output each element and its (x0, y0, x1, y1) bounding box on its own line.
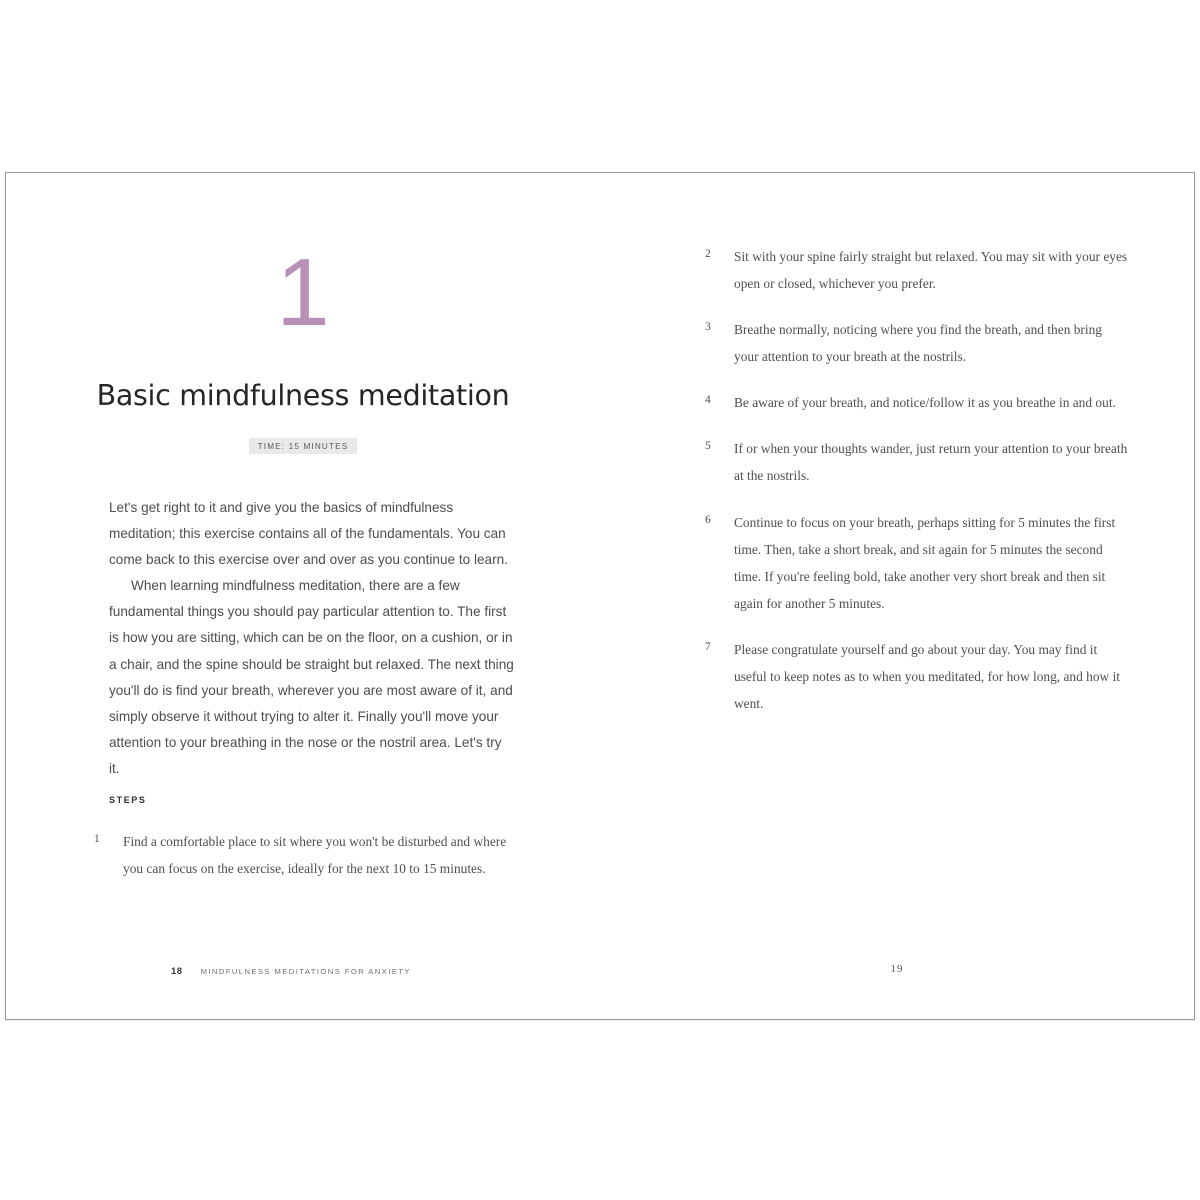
step-number: 5 (705, 440, 711, 453)
left-page (6, 173, 600, 1019)
page-number-right: 19 (890, 963, 904, 975)
right-page-footer (600, 959, 1194, 977)
step-text: Find a comfortable place to sit where you won't be disturbed and where you can focus on the exercise, ideally for the next 10 to 15 minutes. (123, 834, 507, 877)
step-item (701, 389, 1129, 416)
step-text: Continue to focus on your breath, perhaps sitting for 5 minutes the first time. Then, take a short break, and sit again for 5 minutes the second time. If you're feeling bold, take another very short break and then sit again for another 5 minutes. (734, 514, 1116, 611)
intro-text-block (109, 495, 515, 782)
steps-heading: STEPS (109, 795, 147, 805)
step-item (701, 316, 1129, 370)
time-badge: TIME: 15 MINUTES (249, 438, 358, 454)
step-item (701, 636, 1129, 717)
step-number: 1 (94, 833, 100, 845)
step-item (701, 243, 1129, 297)
step-number: 7 (705, 640, 711, 653)
step-item (701, 435, 1129, 489)
step-text: Breathe normally, noticing where you find the breath, and then bring your attention to your breath at the nostrils. (734, 322, 1103, 365)
intro-paragraph: Let's get right to it and give you the basics of mindfulness meditation; this exercise contains all of the fundamentals. You can come back to this exercise over and over as you continue to learn. (109, 500, 508, 568)
running-head: MINDFULNESS MEDITATIONS FOR ANXIETY (200, 967, 411, 976)
page-number-left: 18 (171, 966, 183, 977)
steps-list-right (701, 243, 1129, 717)
step-number: 4 (705, 394, 711, 407)
step-text: Sit with your spine fairly straight but relaxed. You may sit with your eyes open or closed, whichever you prefer. (734, 249, 1128, 292)
step-item (701, 509, 1129, 617)
time-badge-container (6, 436, 600, 454)
step-text: Please congratulate yourself and go about your day. You may find it useful to keep notes as to when you meditated, for how long, and how it went. (734, 641, 1121, 712)
right-page (600, 173, 1194, 1019)
step-text: If or when your thoughts wander, just return your attention to your breath at the nostrils. (734, 441, 1128, 484)
step-number: 6 (705, 513, 711, 526)
step-text: Be aware of your breath, and notice/follow it as you breathe in and out. (734, 395, 1116, 411)
book-spread (5, 172, 1195, 1020)
left-page-footer (171, 966, 411, 977)
page-title: Basic mindfulness meditation (96, 379, 510, 412)
step-number: 2 (705, 248, 711, 260)
chapter-number: 1 (276, 239, 330, 346)
step-item (90, 828, 518, 882)
step-number: 3 (705, 321, 711, 334)
steps-list-left (90, 828, 518, 882)
intro-paragraph: When learning mindfulness meditation, there are a few fundamental things you should pay particular attention to. The first is how you are sitting, which can be on the floor, on a cushion, or in a chair, and the spine should be straight but relaxed. The next thing you'll do is find your breath, wherever you are most aware of it, and simply observe it without trying to alter it. Finally you'll move your attention to your breathing in the nose or the nostril area. Let's try it. (109, 578, 514, 776)
